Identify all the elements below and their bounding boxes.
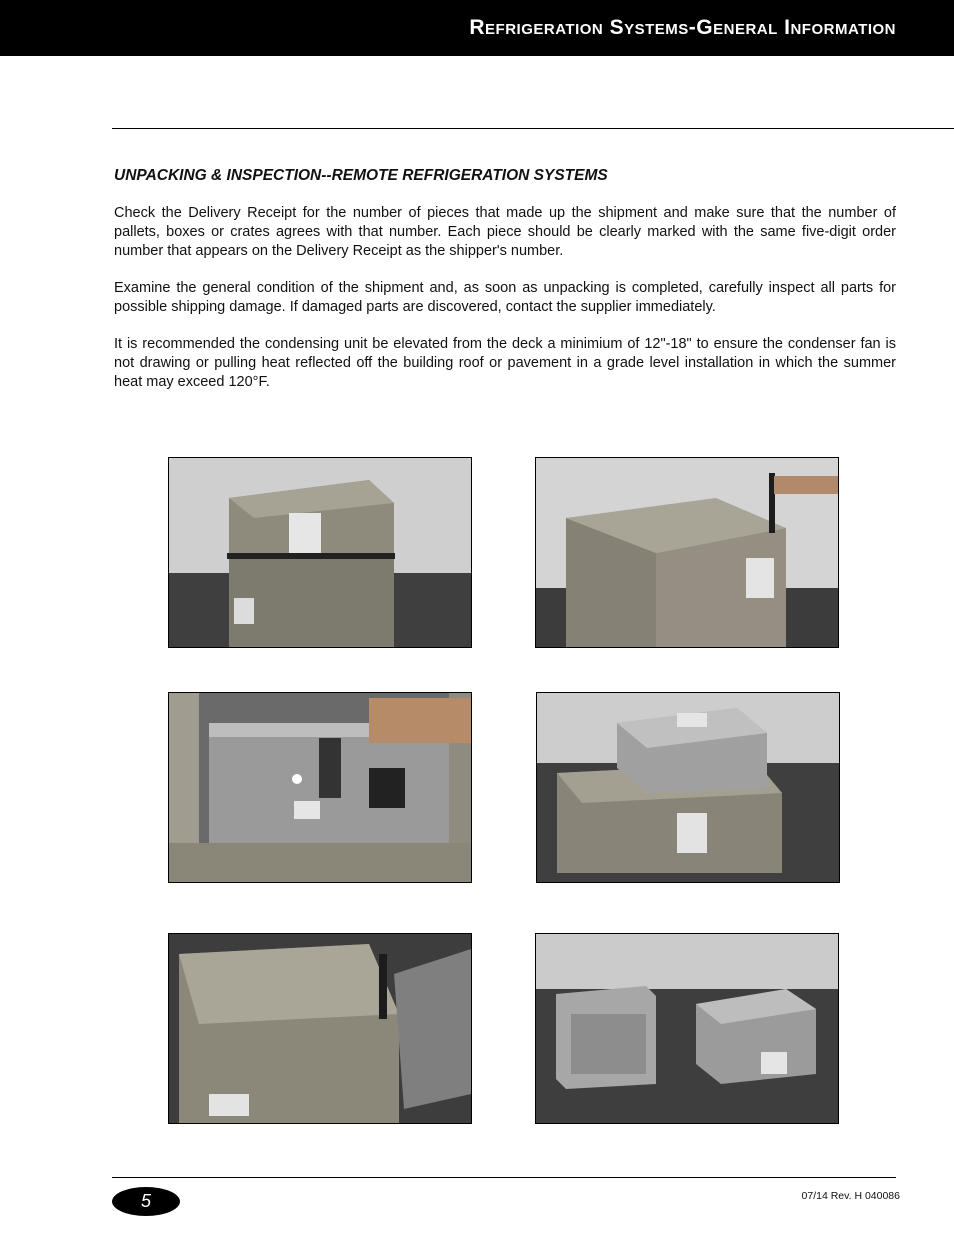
photo-removing-crate-sleeve (168, 933, 472, 1124)
photo-removing-screws (168, 692, 472, 883)
top-divider (112, 128, 954, 129)
section-heading: UNPACKING & INSPECTION--REMOTE REFRIGERATION SYSTEMS (114, 167, 608, 184)
photo-unit-on-crate-base (536, 692, 840, 883)
photo-crated-unit (168, 457, 472, 648)
page-number-badge (112, 1187, 180, 1216)
paragraph-delivery-receipt: Check the Delivery Receipt for the number of pieces that made up the shipment and make sure that the number of pallets, boxes or crates agrees with that number. Each piece should be clearly marked with the same five-digit order number that appears on the Delivery Receipt as the shipper's number. (114, 205, 896, 259)
paragraph-inspection: Examine the general condition of the shipment and, as soon as unpacking is completed, carefully inspect all parts for possible shipping damage. If damaged parts are discovered, contact the supplier immediately. (114, 280, 896, 315)
header-bar (0, 0, 954, 56)
bottom-divider (112, 1177, 896, 1178)
photo-removing-crate-top (535, 457, 839, 648)
photo-unpacked-units (535, 933, 839, 1124)
paragraph-elevation: It is recommended the condensing unit be elevated from the deck a minimium of 12"-18" to ensure the condenser fan is not drawing or pulling heat reflected off the building roof or pavement in a grade level installation in which the summer heat may exceed 120°F. (114, 336, 896, 390)
revision-info: 07/14 Rev. H 040086 (801, 1190, 900, 1202)
page-number: 5 (140, 1191, 151, 1211)
page-title: Refrigeration Systems-General Information (469, 16, 896, 39)
